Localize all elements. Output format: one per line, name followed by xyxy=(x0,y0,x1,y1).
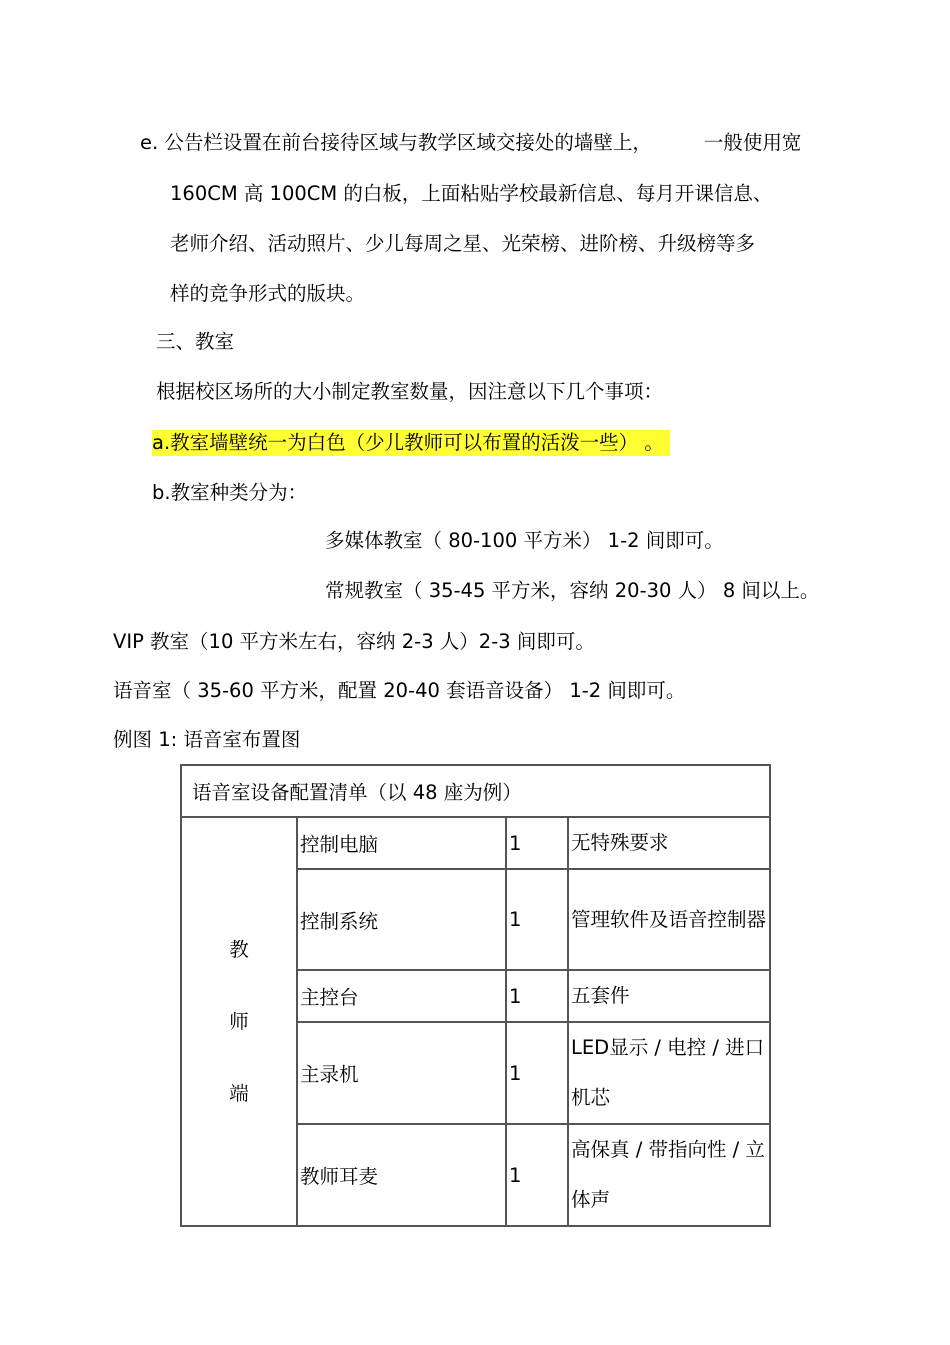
equipment-name: 教师耳麦 xyxy=(297,1124,506,1226)
paragraph-e-line-2: 160CM 高 100CM 的白板，上面粘贴学校最新信息、每月开课信息、 xyxy=(170,182,773,205)
equipment-note: 五套件 xyxy=(568,970,770,1022)
equipment-note: LED显示 / 电控 / 进口机芯 xyxy=(568,1022,770,1124)
paragraph-e-line-4: 样的竞争形式的版块。 xyxy=(170,282,366,305)
section-heading: 三、教室 xyxy=(156,330,235,353)
item-a-highlight: a.教室墙壁统一为白色（少儿教师可以布置的活泼一些） 。 xyxy=(152,430,670,456)
side-label-char: 教 xyxy=(229,937,249,961)
paragraph-e-line-3: 老师介绍、活动照片、少儿每周之星、光荣榜、进阶榜、升级榜等多 xyxy=(170,232,756,255)
equipment-note: 无特殊要求 xyxy=(568,817,770,869)
equipment-note: 管理软件及语音控制器 xyxy=(568,869,770,970)
room-language: 语音室（ 35-60 平方米，配置 20-40 套语音设备） 1-2 间即可。 xyxy=(113,679,686,702)
item-a xyxy=(152,430,670,456)
paragraph-e-line-1 xyxy=(140,130,801,156)
equipment-qty: 1 xyxy=(506,970,568,1022)
equipment-name: 控制电脑 xyxy=(297,817,506,869)
room-vip: VIP 教室（10 平方米左右，容纳 2-3 人）2-3 间即可。 xyxy=(113,630,595,653)
intro-text: 根据校区场所的大小制定教室数量，因注意以下几个事项： xyxy=(156,380,664,403)
item-b: b.教室种类分为： xyxy=(152,481,308,504)
equipment-qty: 1 xyxy=(506,1124,568,1226)
table-row xyxy=(181,817,770,869)
equipment-table xyxy=(180,764,771,1227)
paragraph-e-line-1-part-b: 一般使用宽 xyxy=(703,131,802,154)
equipment-name: 主控台 xyxy=(297,970,506,1022)
equipment-qty: 1 xyxy=(506,869,568,970)
equipment-note: 高保真 / 带指向性 / 立体声 xyxy=(568,1124,770,1226)
table-title: 语音室设备配置清单（以 48 座为例） xyxy=(181,765,770,817)
room-regular: 常规教室（ 35-45 平方米，容纳 20-30 人） 8 间以上。 xyxy=(325,579,820,602)
teacher-side-label xyxy=(181,817,297,1226)
example-caption: 例图 1: 语音室布置图 xyxy=(113,728,301,751)
equipment-qty: 1 xyxy=(506,1022,568,1124)
equipment-name: 控制系统 xyxy=(297,869,506,970)
paragraph-e-line-1-part-a: e. 公告栏设置在前台接待区域与教学区域交接处的墙壁上， xyxy=(140,131,652,154)
side-label-char: 端 xyxy=(229,1081,249,1105)
side-label-char: 师 xyxy=(229,1009,249,1033)
room-multimedia: 多媒体教室（ 80-100 平方米） 1-2 间即可。 xyxy=(325,529,724,552)
equipment-name: 主录机 xyxy=(297,1022,506,1124)
equipment-qty: 1 xyxy=(506,817,568,869)
table-title-row xyxy=(181,765,770,817)
